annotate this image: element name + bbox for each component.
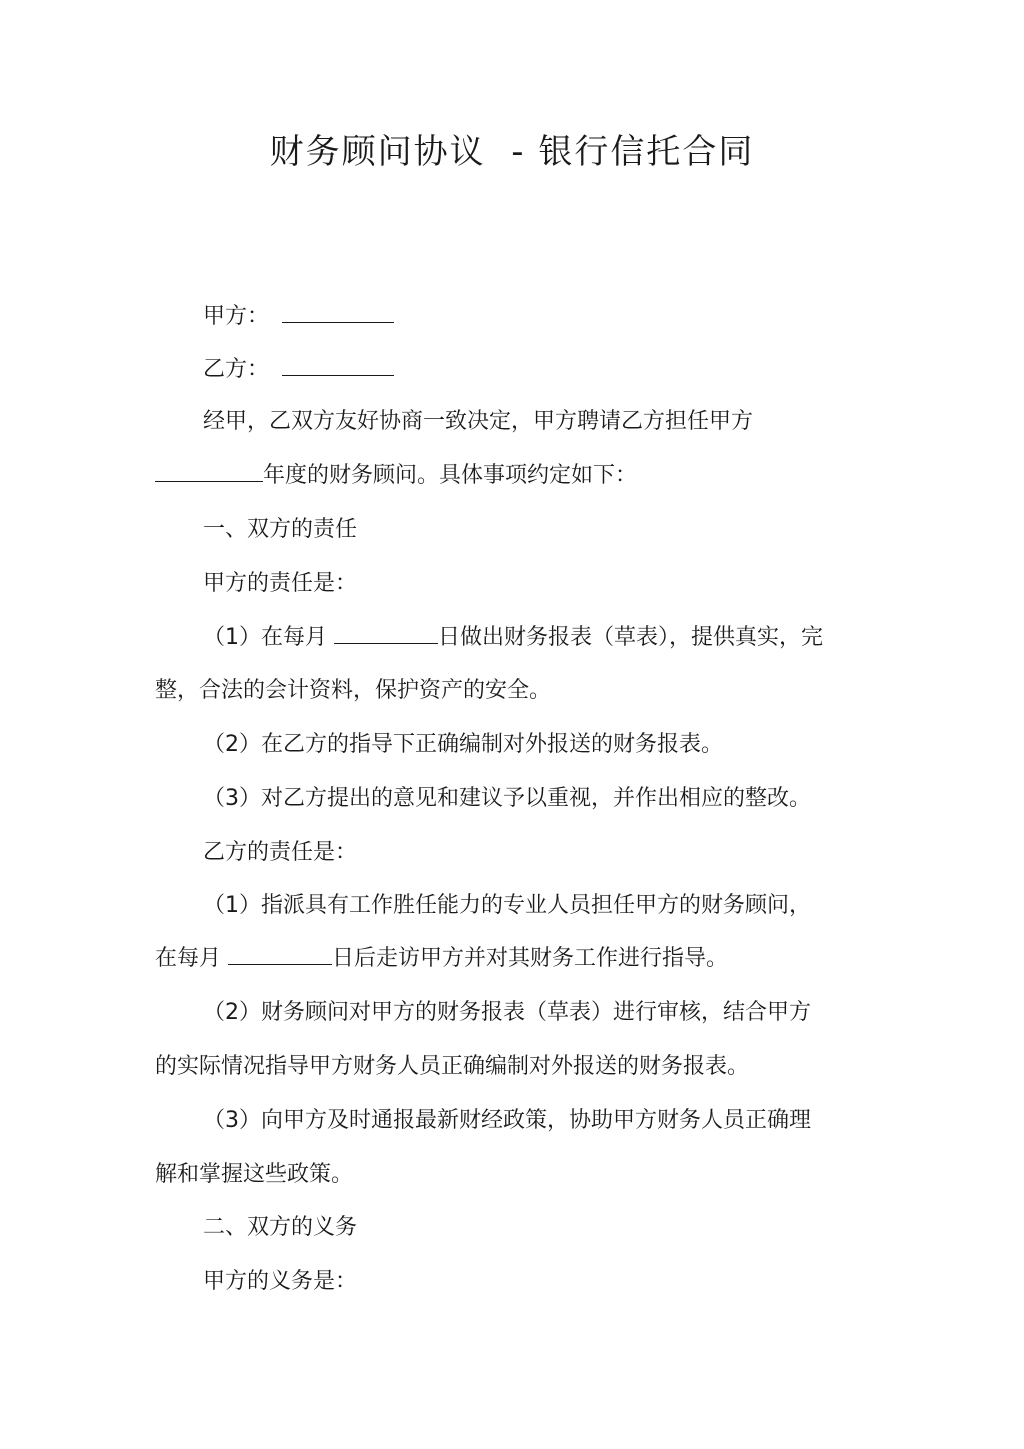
a-item-3: （3）对乙方提出的意见和建议予以重视，并作出相应的整改。 — [203, 786, 811, 811]
a-item-1-line-1 — [203, 623, 823, 653]
b-item-1-line-1: （1）指派具有工作胜任能力的专业人员担任甲方的财务顾问， — [203, 893, 811, 918]
b-item-1-line-2 — [155, 944, 728, 974]
a-item-1-line-2: 整，合法的会计资料，保护资产的安全。 — [155, 678, 552, 703]
b-item-2-line-1: （2）财务顾问对甲方的财务报表（草表）进行审核，结合甲方 — [203, 1000, 811, 1025]
party-b-line — [203, 355, 394, 385]
party-a-label: 甲方： — [203, 304, 270, 329]
section-2-heading: 二、双方的义务 — [203, 1215, 358, 1240]
party-b-label: 乙方： — [203, 357, 270, 382]
a-item-2: （2）在乙方的指导下正确编制对外报送的财务报表。 — [203, 732, 723, 757]
intro-line-2-text: 年度的财务顾问。具体事项约定如下： — [263, 463, 638, 488]
document-title: 财务顾问协议 - 银行信托合同 — [269, 132, 755, 172]
b-item-1-day-blank — [228, 944, 332, 965]
party-a-duties-heading: 甲方的责任是： — [203, 571, 358, 596]
year-blank — [155, 461, 263, 482]
section-1-heading: 一、双方的责任 — [203, 517, 358, 542]
party-b-blank — [282, 355, 394, 376]
intro-line-2 — [155, 461, 637, 491]
party-a-line — [203, 302, 394, 332]
b-item-3-line-1: （3）向甲方及时通报最新财经政策，协助甲方财务人员正确理 — [203, 1108, 811, 1133]
intro-line-1: 经甲，乙双方友好协商一致决定，甲方聘请乙方担任甲方 — [203, 409, 754, 434]
b-item-2-line-2: 的实际情况指导甲方财务人员正确编制对外报送的财务报表。 — [155, 1054, 750, 1079]
party-a-blank — [282, 302, 394, 323]
b-item-1-suffix: 日后走访甲方并对其财务工作进行指导。 — [332, 946, 729, 971]
a-item-1-suffix: 日做出财务报表（草表），提供真实，完 — [438, 625, 824, 650]
b-item-3-line-2: 解和掌握这些政策。 — [155, 1162, 354, 1187]
b-item-1-prefix: 在每月 — [155, 946, 228, 971]
party-a-obligations-heading: 甲方的义务是： — [203, 1269, 358, 1294]
a-item-1-day-blank — [334, 623, 438, 644]
party-b-duties-heading: 乙方的责任是： — [203, 840, 358, 865]
a-item-1-prefix: （1）在每月 — [203, 625, 334, 650]
